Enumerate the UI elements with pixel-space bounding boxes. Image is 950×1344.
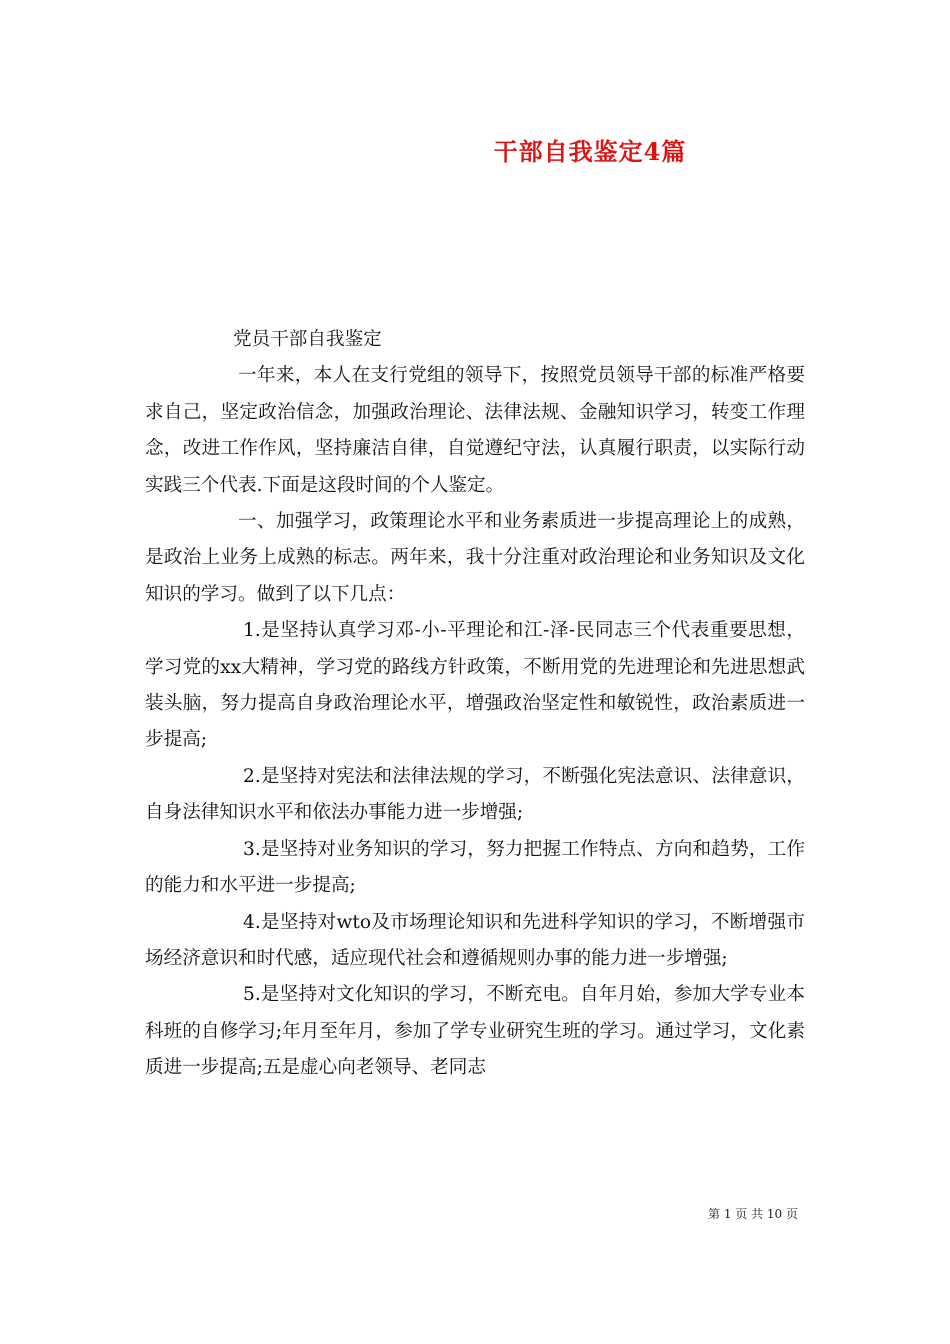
paragraph-item-2: 2.是坚持对宪法和法律法规的学习，不断强化宪法意识、法律意识，自身法律知识水平和依法办事能力进一步增强; [145, 765, 805, 824]
document-title-text: 干部自我鉴定4篇 [493, 137, 687, 166]
paragraph-item-1: 1.是坚持认真学习邓-小-平理论和江-泽-民同志三个代表重要思想，学习党的xx大精神，学习党的路线方针政策，不断用党的先进理论和先进思想武装头脑，努力提高自身政治理论水平，增强政治坚定性和敏锐性，政治素质进一步提高; [145, 620, 805, 751]
paragraph-item-3: 3.是坚持对业务知识的学习，努力把握工作特点、方向和趋势，工作的能力和水平进一步提高; [145, 838, 805, 897]
document-title [0, 132, 950, 167]
document-body [145, 322, 805, 1087]
section-heading: 党员干部自我鉴定 [233, 329, 382, 350]
paragraph-point-one: 一、加强学习，政策理论水平和业务素质进一步提高理论上的成熟，是政治上业务上成熟的标志。两年来，我十分注重对政治理论和业务知识及文化知识的学习。做到了以下几点： [145, 511, 805, 605]
paragraph-item-4: 4.是坚持对wto及市场理论知识和先进科学知识的学习，不断增强市场经济意识和时代感，适应现代社会和遵循规则办事的能力进一步增强; [145, 911, 805, 969]
paragraph-intro: 一年来，本人在支行党组的领导下，按照党员领导干部的标准严格要求自己，坚定政治信念，加强政治理论、法律法规、金融知识学习，转变工作理念，改进工作作风，坚持廉洁自律，自觉遵纪守法，认真履行职责，以实际行动实践三个代表.下面是这段时间的个人鉴定。 [145, 365, 805, 496]
page-number-footer: 第 1 页 共 10 页 [708, 1207, 798, 1221]
paragraph-item-5: 5.是坚持对文化知识的学习，不断充电。自年月始，参加大学专业本科班的自修学习;年月至年月，参加了学专业研究生班的学习。通过学习，文化素质进一步提高;五是虚心向老领导、老同志 [145, 984, 805, 1079]
